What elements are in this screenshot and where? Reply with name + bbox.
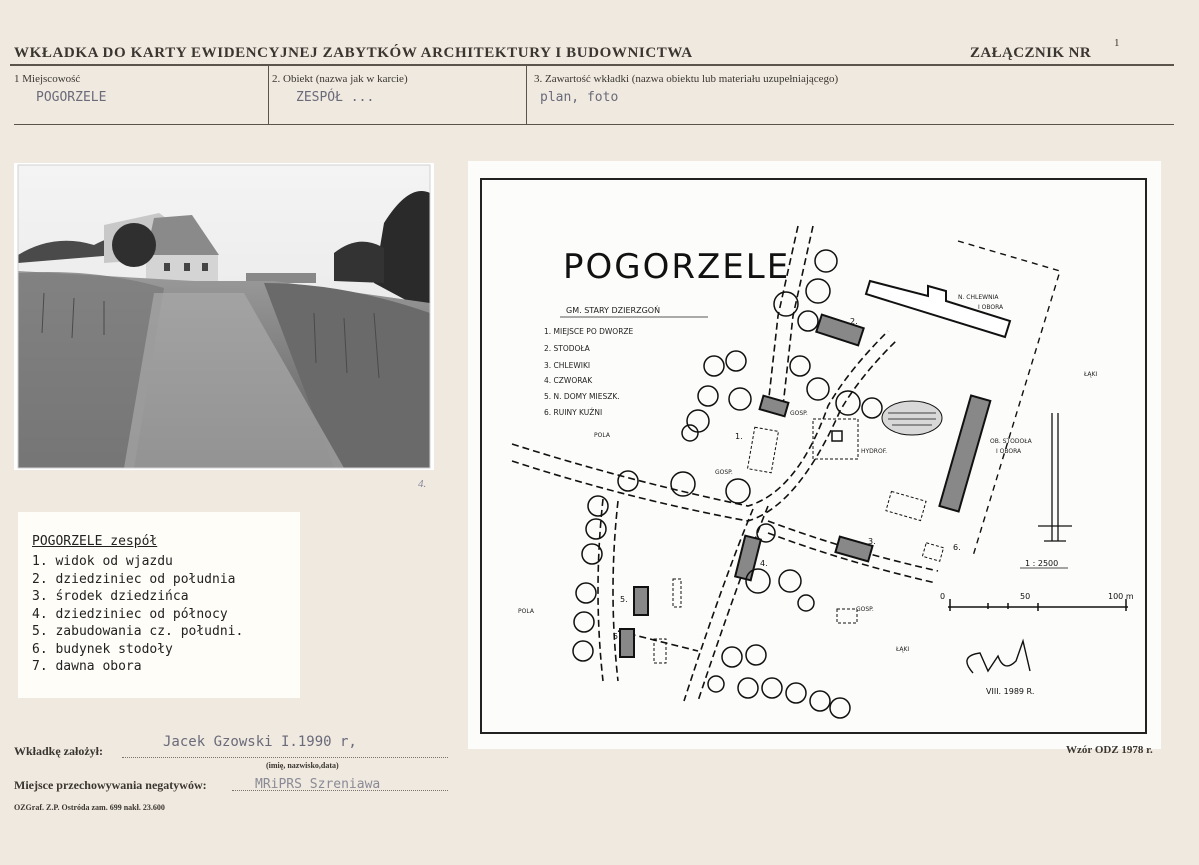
farm-photo-image	[14, 163, 434, 470]
list-item: 2. dziedziniec od południa	[32, 571, 236, 587]
scale-50: 50	[1020, 592, 1031, 601]
list-item: 4. dziedziniec od północy	[32, 606, 228, 622]
label-3: 3.	[868, 537, 876, 546]
attachment-label: ZAŁĄCZNIK NR	[970, 45, 1092, 61]
storage-value: MRiPRS Szreniawa	[255, 777, 381, 792]
legend-item: 1. MIEJSCE PO DWORZE	[544, 327, 634, 336]
storage-label: Miejsce przechowywania negatywów:	[14, 778, 207, 792]
map-labels	[613, 317, 961, 641]
legend-item: 6. RUINY KUŹNI	[544, 408, 603, 417]
legend-item: 3. CHLEWIKI	[544, 361, 591, 370]
label-5b: 5.	[613, 632, 621, 641]
label-6: 6.	[953, 543, 961, 552]
label-gosp: GOSP.	[856, 606, 874, 613]
label-hydrof: HYDROF.	[861, 448, 888, 455]
list-item: 3. środek dziedzińca	[32, 589, 189, 604]
label-1: 1.	[735, 432, 743, 441]
label-5a: 5.	[620, 595, 628, 604]
field-1-value: POGORZELE	[36, 90, 107, 105]
founded-hint: (imię, nazwisko,data)	[266, 761, 339, 770]
label-pola: POLA	[518, 608, 534, 615]
photo-number: 4.	[418, 478, 427, 490]
well	[832, 431, 842, 441]
form-number: Wzór ODZ 1978 r.	[1066, 744, 1153, 756]
legend-item: 4. CZWORAK	[544, 376, 593, 385]
label-stodola-2: I OBORA	[996, 448, 1022, 455]
field-3-value: plan, foto	[540, 90, 619, 105]
form-title: WKŁADKA DO KARTY EWIDENCYJNEJ ZABYTKÓW ARCHITEKTURY I BUDOWNICTWA	[14, 45, 693, 61]
field-divider	[526, 66, 527, 124]
legend-item: 5. N. DOMY MIESZK.	[544, 392, 620, 401]
ruins	[654, 419, 944, 663]
scale-ratio: 1 : 2500	[1025, 559, 1059, 568]
founded-value: Jacek Gzowski I.1990 r,	[163, 734, 357, 750]
list-item: 6. budynek stodoły	[32, 641, 173, 657]
author-signature	[967, 641, 1030, 673]
label-4: 4.	[760, 559, 768, 568]
label-2: 2.	[850, 317, 858, 326]
founded-dotted-line	[122, 757, 448, 758]
scale-0: 0	[940, 592, 946, 601]
list-item: 7. dawna obora	[32, 659, 142, 674]
scale-labels	[940, 592, 1134, 601]
farm-photo	[14, 163, 434, 470]
field-2-value: ZESPÓŁ ...	[296, 90, 375, 105]
scale-100: 100 m	[1108, 592, 1134, 601]
map-subtitle: GM. STARY DZIERZGOŃ	[566, 306, 661, 315]
map-title: POGORZELE	[563, 247, 791, 287]
pond	[882, 401, 942, 435]
field-3-label: 3. Zawartość wkładki (nazwa obiektu lub materiału uzupełniającego)	[534, 73, 839, 85]
caption-list	[32, 553, 243, 676]
storage-dotted-line	[232, 790, 448, 791]
scale-bar	[948, 599, 1128, 611]
label-chlewnia-2: I OBORA	[978, 304, 1004, 311]
buildings	[620, 281, 1010, 657]
label-gosp: GOSP.	[715, 469, 733, 476]
list-item: 5. zabudowania cz. południ.	[32, 624, 244, 639]
printer-info: OZGraf. Z.P. Ostróda zam. 699 nakł. 23.600	[14, 803, 165, 812]
fields-rule	[14, 124, 1174, 125]
map-date: VIII. 1989 R.	[986, 687, 1035, 696]
label-pola: POLA	[594, 432, 610, 439]
site-plan	[468, 161, 1161, 749]
label-laki: ŁĄKI	[1084, 371, 1098, 378]
founded-label: Wkładkę założył:	[14, 744, 103, 758]
header-rule	[10, 64, 1174, 66]
map-annotations	[518, 294, 1097, 653]
label-gosp: GOSP.	[790, 410, 808, 417]
label-laki: ŁĄKI	[896, 646, 910, 653]
field-divider	[268, 66, 269, 124]
map-legend	[544, 327, 634, 417]
label-chlewnia: N. CHLEWNIA	[958, 294, 999, 301]
field-1-label: 1 Miejscowość	[14, 73, 81, 85]
field-2-label: 2. Obiekt (nazwa jak w karcie)	[272, 73, 408, 85]
caption-title: POGORZELE zespół	[32, 534, 158, 549]
label-stodola: OB. STODOŁA	[990, 438, 1032, 445]
attachment-number: 1	[1114, 37, 1120, 49]
list-item: 1. widok od wjazdu	[32, 554, 173, 569]
site-plan-drawing	[468, 161, 1161, 749]
legend-item: 2. STODOŁA	[544, 344, 590, 353]
north-arrow	[1038, 413, 1072, 541]
caption-card	[18, 512, 300, 698]
